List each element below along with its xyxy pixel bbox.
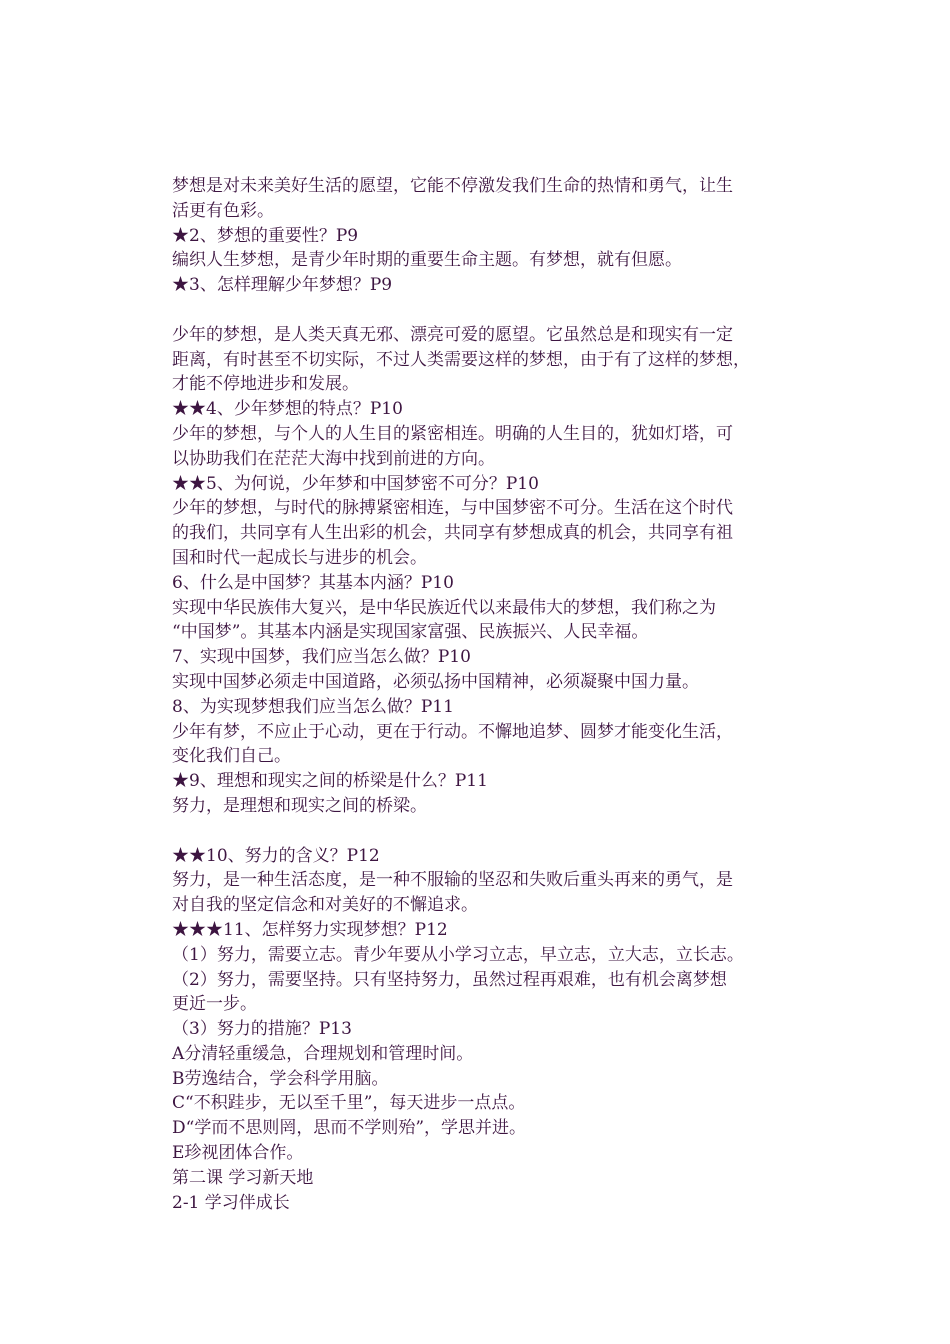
text-line: ★★10、努力的含义？P12 bbox=[172, 845, 380, 866]
text-line: 少年有梦，不应止于心动，更在于行动。不懈地追梦、圆梦才能变化生活， bbox=[172, 721, 733, 742]
text-line: （3）努力的措施？P13 bbox=[172, 1019, 352, 1040]
text-line: ★3、怎样理解少年梦想？P9 bbox=[172, 275, 393, 296]
text-line: ★2、梦想的重要性？P9 bbox=[172, 225, 359, 246]
text-line: 才能不停地进步和发展。 bbox=[172, 374, 359, 395]
text-line: 少年的梦想，与时代的脉搏紧密相连，与中国梦密不可分。生活在这个时代 bbox=[172, 498, 733, 519]
text-line: 少年的梦想，是人类天真无邪、漂亮可爱的愿望。它虽然总是和现实有一定 bbox=[172, 324, 733, 345]
text-line: 活更有色彩。 bbox=[172, 200, 274, 221]
text-line: 实现中华民族伟大复兴，是中华民族近代以来最伟大的梦想，我们称之为 bbox=[172, 597, 716, 618]
text-line: ★★4、少年梦想的特点？P10 bbox=[172, 399, 403, 420]
text-line: 7、实现中国梦，我们应当怎么做？P10 bbox=[172, 647, 471, 668]
text-line: 的我们，共同享有人生出彩的机会，共同享有梦想成真的机会，共同享有祖 bbox=[172, 523, 733, 544]
text-line: D“学而不思则罔，思而不学则殆”，学思并进。 bbox=[172, 1118, 527, 1139]
text-line: A分清轻重缓急，合理规划和管理时间。 bbox=[172, 1043, 474, 1064]
text-line: 距离，有时甚至不切实际，不过人类需要这样的梦想，由于有了这样的梦想， bbox=[172, 349, 750, 370]
text-line: 8、为实现梦想我们应当怎么做？P11 bbox=[172, 696, 454, 717]
text-line: B劳逸结合，学会科学用脑。 bbox=[172, 1068, 389, 1089]
document-body bbox=[172, 174, 812, 1215]
text-line: 对自我的坚定信念和对美好的不懈追求。 bbox=[172, 895, 478, 916]
text-line: 6、什么是中国梦？其基本内涵？P10 bbox=[172, 572, 454, 593]
text-line: 第二课 学习新天地 bbox=[172, 1167, 314, 1188]
blank-line bbox=[172, 819, 812, 844]
text-line: （1）努力，需要立志。青少年要从小学习立志，早立志，立大志，立长志。 bbox=[172, 944, 744, 965]
text-line: 梦想是对未来美好生活的愿望，它能不停激发我们生命的热情和勇气，让生 bbox=[172, 176, 733, 196]
text-line: 以协助我们在茫茫大海中找到前进的方向。 bbox=[172, 448, 495, 469]
text-line: 努力，是理想和现实之间的桥梁。 bbox=[172, 795, 427, 816]
text-line: 少年的梦想，与个人的人生目的紧密相连。明确的人生目的，犹如灯塔，可 bbox=[172, 423, 733, 444]
text-line: C“不积跬步，无以至千里”，每天进步一点点。 bbox=[172, 1093, 526, 1114]
text-line: E珍视团体合作。 bbox=[172, 1143, 304, 1164]
text-line: 更近一步。 bbox=[172, 994, 257, 1015]
text-line: ★★5、为何说，少年梦和中国梦密不可分？P10 bbox=[172, 473, 539, 494]
text-line: （2）努力，需要坚持。只有坚持努力，虽然过程再艰难，也有机会离梦想 bbox=[172, 969, 727, 990]
text-line: 编织人生梦想，是青少年时期的重要生命主题。有梦想，就有但愿。 bbox=[172, 250, 682, 271]
text-line: “中国梦”。其基本内涵是实现国家富强、民族振兴、人民幸福。 bbox=[172, 622, 649, 643]
text-line: ★9、理想和现实之间的桥梁是什么？P11 bbox=[172, 771, 488, 792]
text-line: 努力，是一种生活态度，是一种不服输的坚忍和失败后重头再来的勇气，是 bbox=[172, 870, 733, 891]
text-line: 国和时代一起成长与进步的机会。 bbox=[172, 547, 427, 568]
blank-line bbox=[172, 298, 812, 323]
text-line: ★★★11、怎样努力实现梦想？P12 bbox=[172, 919, 448, 940]
text-line: 变化我们自己。 bbox=[172, 746, 291, 767]
text-line: 2-1 学习伴成长 bbox=[172, 1192, 290, 1213]
text-line: 实现中国梦必须走中国道路，必须弘扬中国精神，必须凝聚中国力量。 bbox=[172, 671, 699, 692]
